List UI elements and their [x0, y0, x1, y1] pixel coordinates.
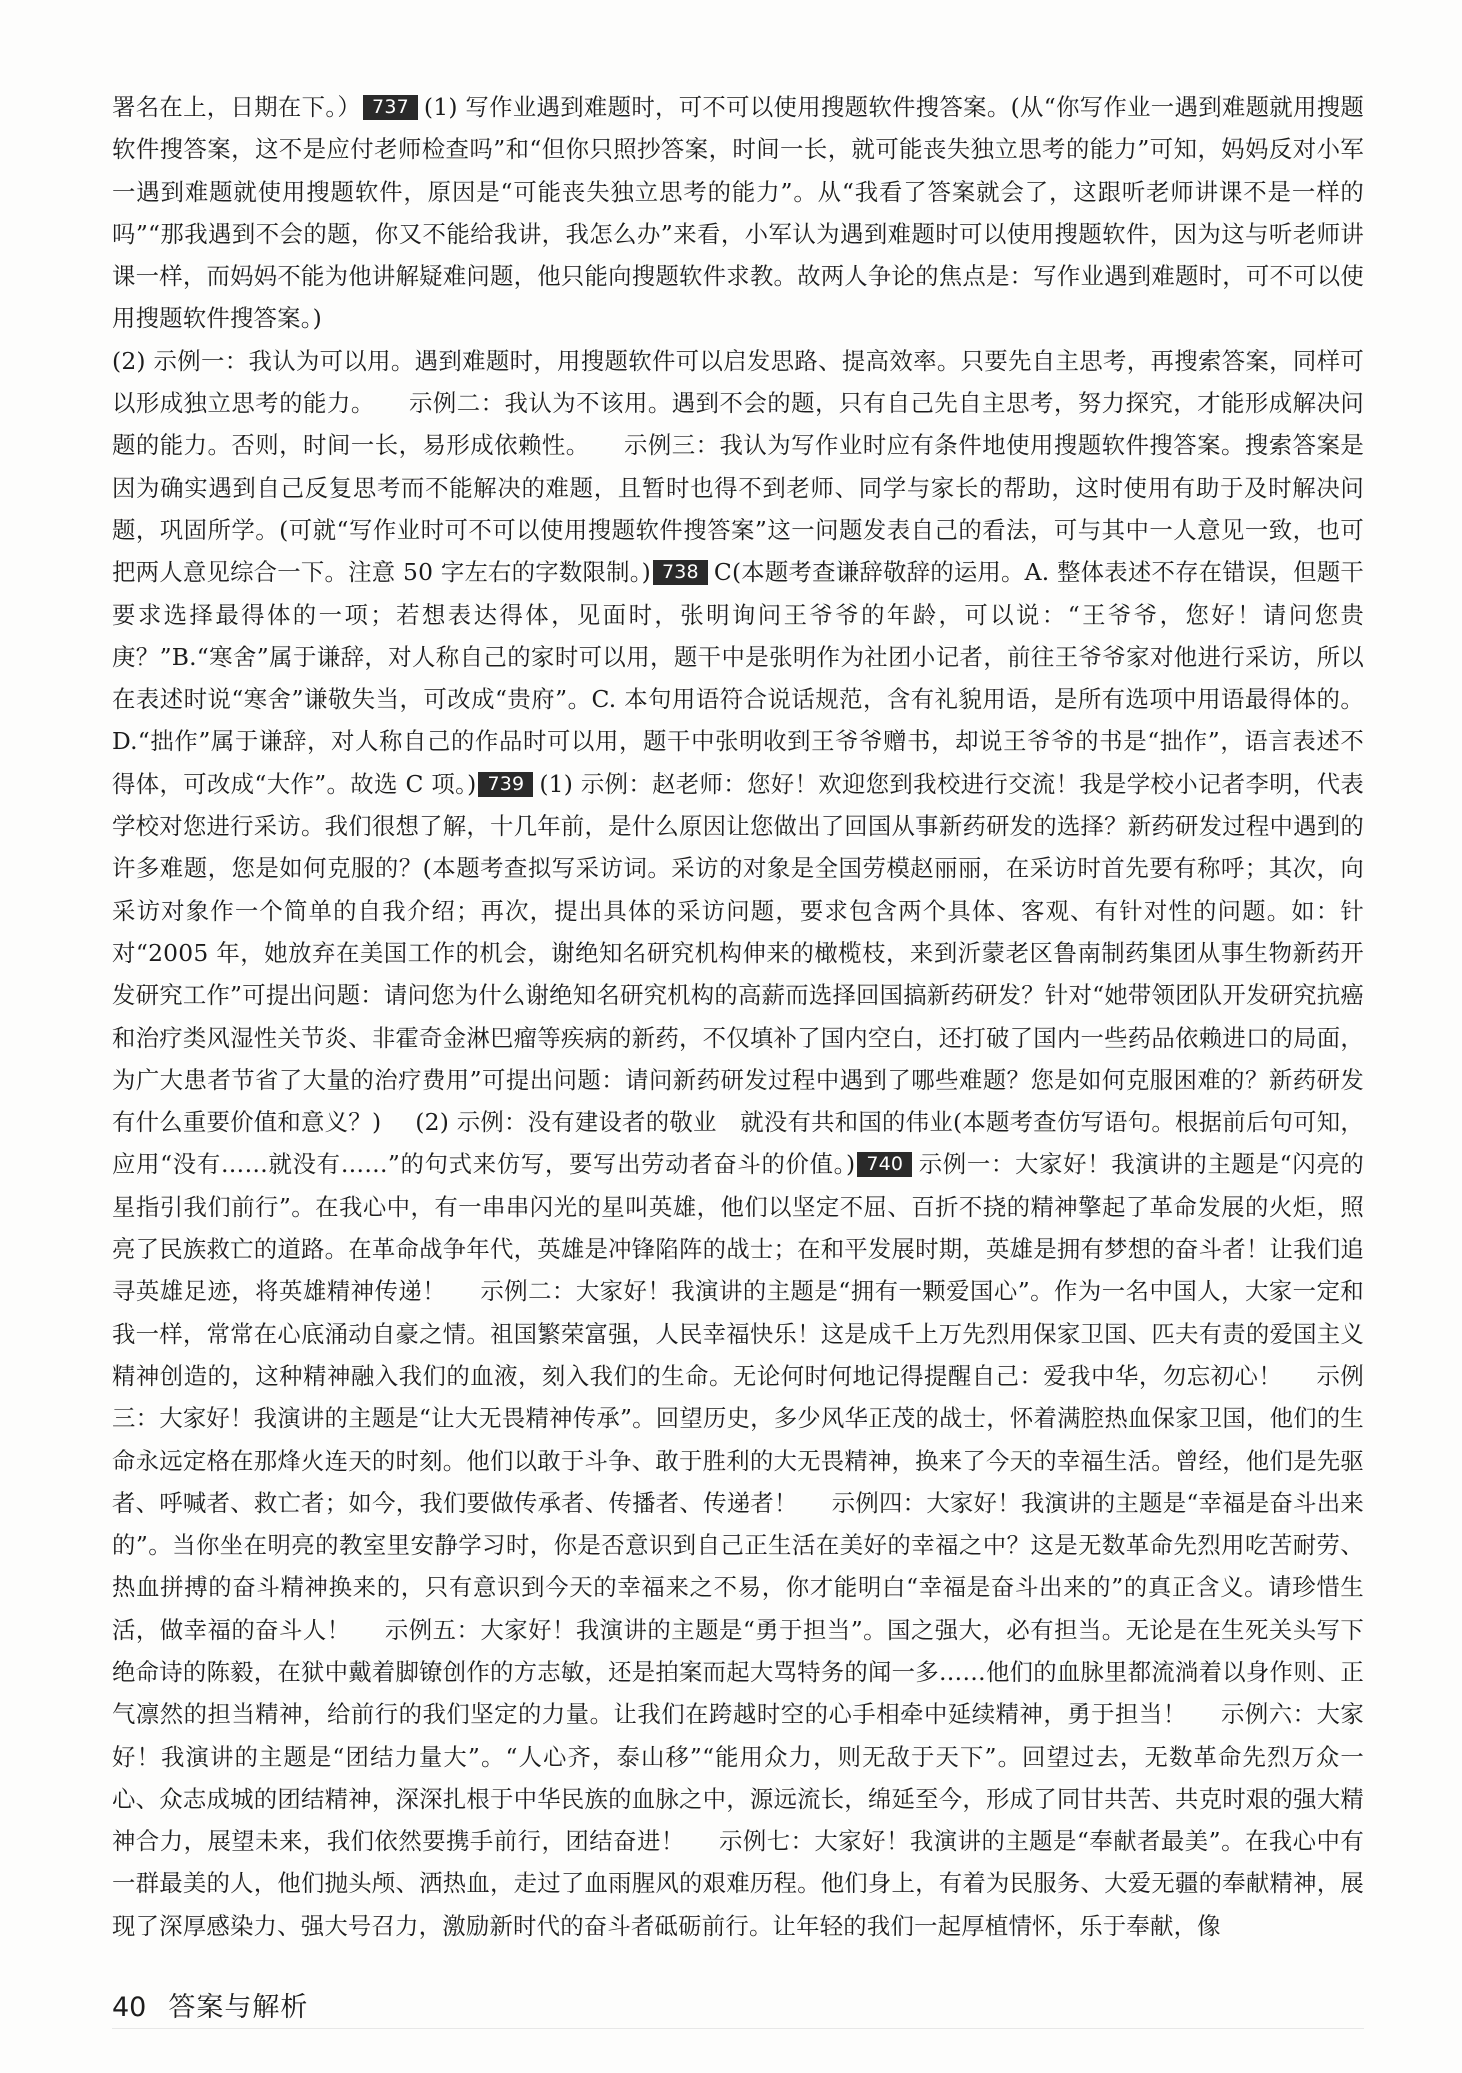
text-segment: 示例四：大家好！我演讲的主题是“幸福是奋斗出来的”。当你坐在明亮的教室里安静学习时，你是否意识到自己正生活在美好的幸福之中？这是无数革命先烈用吃苦耐劳、热血拼搏的奋斗精神换来的，只有意识到今天的幸福来之不易，你才能明白“幸福是奋斗出来的”的真正含义。请珍惜生活，做幸福的奋斗人！: [112, 1488, 1364, 1644]
page-footer: [112, 1985, 308, 2024]
answer-text-block: [112, 86, 1364, 1947]
text-segment: C(本题考查谦辞敬辞的运用。A. 整体表述不存在错误，但题干要求选择最得体的一项；若想表达得体，见面时，张明询问王爷爷的年龄，可以说：“王爷爷，您好！请问您贵庚？”B.“寒舍”属于谦辞，对人称自己的家时可以用，题干中是张明作为社团小记者，前往王爷爷家对他进行采访，所以在表述时说“寒舍”谦敬失当，可改成“贵府”。C. 本句用语符合说话规范，含有礼貌用语，是所有选项中用语最得体的。D.“拙作”属于谦辞，对人称自己的作品时可以用，题干中张明收到王爷爷赠书，却说王爷爷的书是“拙作”，语言表述不得体，可改成“大作”。故选 C 项。): [112, 558, 1364, 798]
text-segment: 示例三：我认为写作业时应有条件地使用搜题软件搜答案。搜索答案是因为确实遇到自己反复思考而不能解决的难题，且暂时也得不到老师、同学与家长的帮助，这时使用有助于及时解决问题，巩固所学。(可就“写作业时可不可以使用搜题软件搜答案”这一问题发表自己的看法，可与其中一人意见一致，也可把两人意见综合一下。注意 50 字左右的字数限制。): [112, 431, 1365, 587]
question-number-740: 740: [857, 1152, 912, 1177]
paragraph-2: [112, 340, 1364, 1947]
paragraph-1: [112, 86, 1364, 340]
text-segment: (1) 示例：赵老师：您好！欢迎您到我校进行交流！我是学校小记者李明，代表学校对您进行采访。我们很想了解，十几年前，是什么原因让您做出了回国从事新药研发的选择？新药研发过程中遇到的许多难题，您是如何克服的？(本题考查拟写采访词。采访的对象是全国劳模赵丽丽，在采访时首先要有称呼；其次，向采访对象作一个简单的自我介绍；再次，提出具体的采访问题，要求包含两个具体、客观、有针对性的问题。如：针对“2005 年，她放弃在美国工作的机会，谢绝知名研究机构伸来的橄榄枝，来到沂蒙老区鲁南制药集团从事生物新药开发研究工作”可提出问题：请问您为什么谢绝知名研究机构的高薪而选择回国搞新药研发？针对“她带领团队开发研究抗癌和治疗类风湿性关节炎、非霍奇金淋巴瘤等疾病的新药，不仅填补了国内空白，还打破了国内一些药品依赖进口的局面，为广大患者节省了大量的治疗费用”可提出问题：请问新药研发过程中遇到了哪些难题？您是如何克服困难的？新药研发有什么重要价值和意义？): [112, 769, 1364, 1137]
text-segment: 示例三：大家好！我演讲的主题是“让大无畏精神传承”。回望历史，多少风华正茂的战士，怀着满腔热血保家卫国，他们的生命永远定格在那烽火连天的时刻。他们以敢于斗争、敢于胜利的大无畏精神，换来了今天的幸福生活。曾经，他们是先驱者、呼喊者、救亡者；如今，我们要做传承者、传播者、传递者！: [112, 1361, 1364, 1517]
text-segment: (2) 示例：没有建设者的敬业 就没有共和国的伟业(本题考查仿写语句。根据前后句可知，应用“没有……就没有……”的句式来仿写，要写出劳动者奋斗的价值。): [112, 1108, 1364, 1179]
question-number-738: 738: [653, 560, 708, 585]
section-title: 答案与解析: [168, 1992, 309, 2023]
text-segment: 示例二：我认为不该用。遇到不会的题，只有自己先自主思考，努力探究，才能形成解决问题的能力。否则，时间一长，易形成依赖性。: [112, 389, 1365, 460]
question-number-737: 737: [363, 95, 418, 120]
text-segment: (1) 写作业遇到难题时，可不可以使用搜题软件搜答案。(从“你写作业一遇到难题就用搜题软件搜答案，这不是应付老师检查吗”和“但你只照抄答案，时间一长，就可能丧失独立思考的能力”可知，妈妈反对小军一遇到难题就使用搜题软件，原因是“可能丧失独立思考的能力”。从“我看了答案就会了，这跟听老师讲课不是一样的吗”“那我遇到不会的题，你又不能给我讲，我怎么办”来看，小军认为遇到难题时可以使用搜题软件，因为这与听老师讲课一样，而妈妈不能为他讲解疑难问题，他只能向搜题软件求教。故两人争论的焦点是：写作业遇到难题时，可不可以使用搜题软件搜答案。): [112, 93, 1365, 333]
text-segment: 示例一：大家好！我演讲的主题是“闪亮的星指引我们前行”。在我心中，有一串串闪光的星叫英雄，他们以坚定不屈、百折不挠的精神擎起了革命发展的火炬，照亮了民族救亡的道路。在革命战争年代，英雄是冲锋陷阵的战士；在和平发展时期，英雄是拥有梦想的奋斗者！让我们追寻英雄足迹，将英雄精神传递！: [112, 1150, 1364, 1306]
text-segment: 署名在上，日期在下。）: [112, 93, 362, 121]
text-segment: (2) 示例一：我认为可以用。遇到难题时，用搜题软件可以启发思路、提高效率。只要先自主思考，再搜索答案，同样可以形成独立思考的能力。: [112, 346, 1364, 418]
text-segment: 示例二：大家好！我演讲的主题是“拥有一颗爱国心”。作为一名中国人，大家一定和我一样，常常在心底涌动自豪之情。祖国繁荣富强，人民幸福快乐！这是成千上万先烈用保家卫国、匹夫有责的爱国主义精神创造的，这种精神融入我们的血液，刻入我们的生命。无论何时何地记得提醒自己：爱我中华，勿忘初心！: [112, 1277, 1364, 1390]
page-number: 40: [112, 1992, 147, 2023]
question-number-739: 739: [478, 772, 533, 797]
footer-divider: [112, 2028, 1364, 2029]
text-segment: 示例七：大家好！我演讲的主题是“奉献者最美”。在我心中有一群最美的人，他们抛头颅、洒热血，走过了血雨腥风的艰难历程。他们身上，有着为民服务、大爱无疆的奉献精神，展现了深厚感染力、强大号召力，激励新时代的奋斗者砥砺前行。让年轻的我们一起厚植情怀，乐于奉献，像: [112, 1827, 1364, 1940]
text-segment: 示例六：大家好！我演讲的主题是“团结力量大”。“人心齐，泰山移”“能用众力，则无敌于天下”。回望过去，无数革命先烈万众一心、众志成城的团结精神，深深扎根于中华民族的血脉之中，源远流长，绵延至今，形成了同甘共苦、共克时艰的强大精神合力，展望未来，我们依然要携手前行，团结奋进！: [112, 1700, 1364, 1856]
text-segment: 示例五：大家好！我演讲的主题是“勇于担当”。国之强大，必有担当。无论是在生死关头写下绝命诗的陈毅，在狱中戴着脚镣创作的方志敏，还是拍案而起大骂特务的闻一多……他们的血脉里都流淌着以身作则、正气凛然的担当精神，给前行的我们坚定的力量。让我们在跨越时空的心手相牵中延续精神，勇于担当！: [112, 1615, 1365, 1729]
